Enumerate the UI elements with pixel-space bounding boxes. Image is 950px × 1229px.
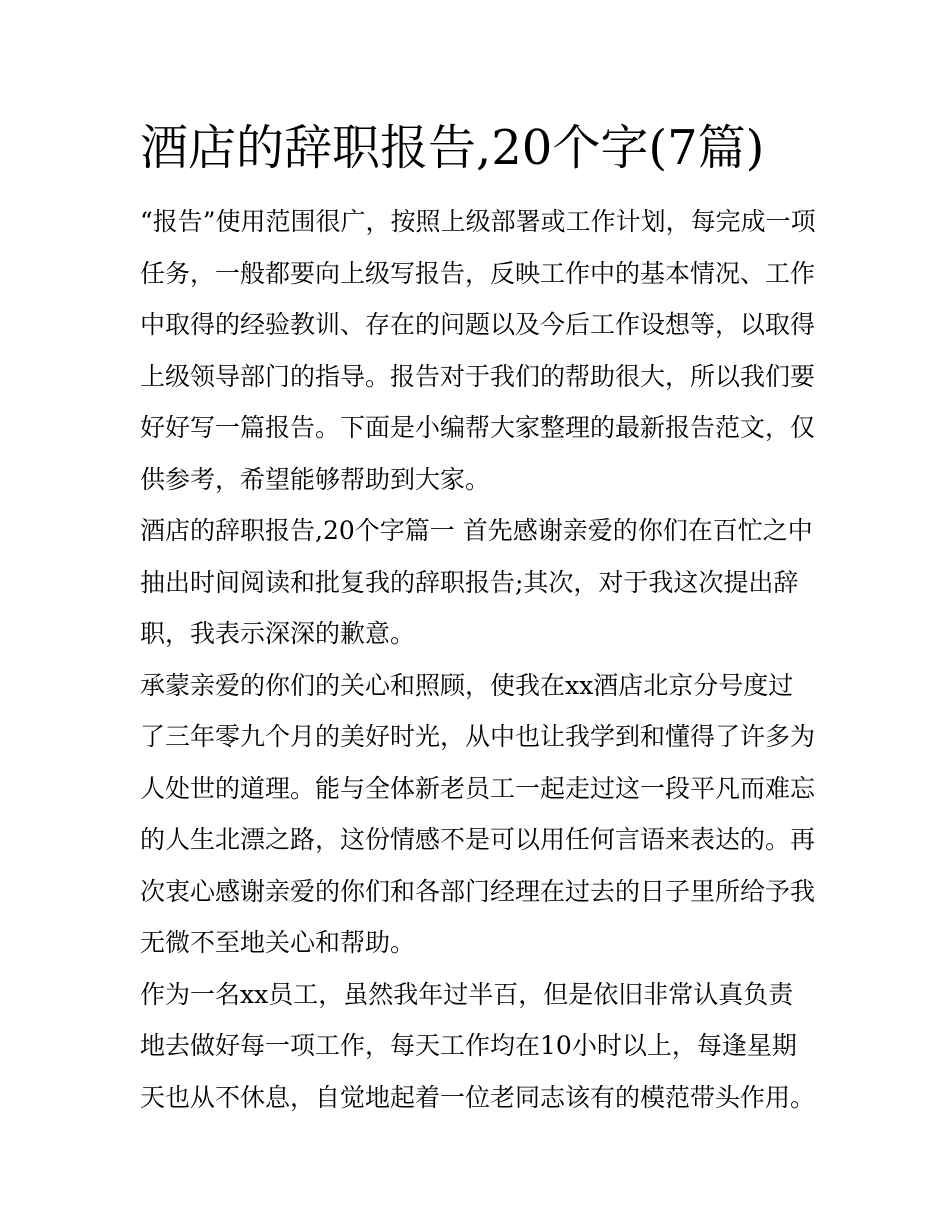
paragraph-line: 抽出时间阅读和批复我的辞职报告;其次，对于我这次提出辞 [140, 567, 799, 597]
paragraph-gratitude [140, 660, 820, 969]
document-body [140, 196, 820, 1123]
paragraph-line: 供参考，希望能够帮助到大家。 [140, 464, 491, 494]
document-title: 酒店的辞职报告,20个字(7篇) [140, 120, 765, 176]
paragraph-line: 人处世的道理。能与全体新老员工一起走过这一段平凡而难忘 [140, 773, 816, 803]
paragraph-work-attitude [140, 969, 820, 1124]
paragraph-line: 上级领导部门的指导。报告对于我们的帮助很大，所以我们要 [140, 361, 816, 391]
paragraph-line: 任务，一般都要向上级写报告，反映工作中的基本情况、工作 [140, 258, 816, 288]
paragraph-line: 了三年零九个月的美好时光，从中也让我学到和懂得了许多为 [140, 722, 816, 751]
paragraph-line: 的人生北漂之路，这份情感不是可以用任何言语来表达的。再 [140, 825, 816, 854]
paragraph-intro [140, 196, 820, 505]
paragraph-line: 好好写一篇报告。下面是小编帮大家整理的最新报告范文，仅 [140, 413, 816, 442]
paragraph-line: 中取得的经验教训、存在的问题以及今后工作设想等，以取得 [140, 310, 816, 339]
paragraph-line: 作为一名xx员工，虽然我年过半百，但是依旧非常认真负责 [140, 979, 794, 1009]
paragraph-line: 天也从不休息，自觉地起着一位老同志该有的模范带头作用。 [140, 1082, 816, 1112]
paragraph-line: 承蒙亲爱的你们的关心和照顾，使我在xx酒店北京分号度过 [140, 670, 794, 700]
paragraph-section-one [140, 505, 820, 660]
paragraph-line: 次衷心感谢亲爱的你们和各部门经理在过去的日子里所给予我 [140, 876, 816, 906]
paragraph-line: 无微不至地关心和帮助。 [140, 928, 416, 957]
paragraph-line: 职，我表示深深的歉意。 [140, 619, 416, 648]
paragraph-line: “报告”使用范围很广，按照上级部署或工作计划，每完成一项 [140, 207, 816, 236]
paragraph-line: 酒店的辞职报告,20个字篇一 首先感谢亲爱的你们在百忙之中 [140, 516, 813, 545]
paragraph-line: 地去做好每一项工作，每天工作均在10小时以上，每逢星期 [140, 1031, 797, 1060]
